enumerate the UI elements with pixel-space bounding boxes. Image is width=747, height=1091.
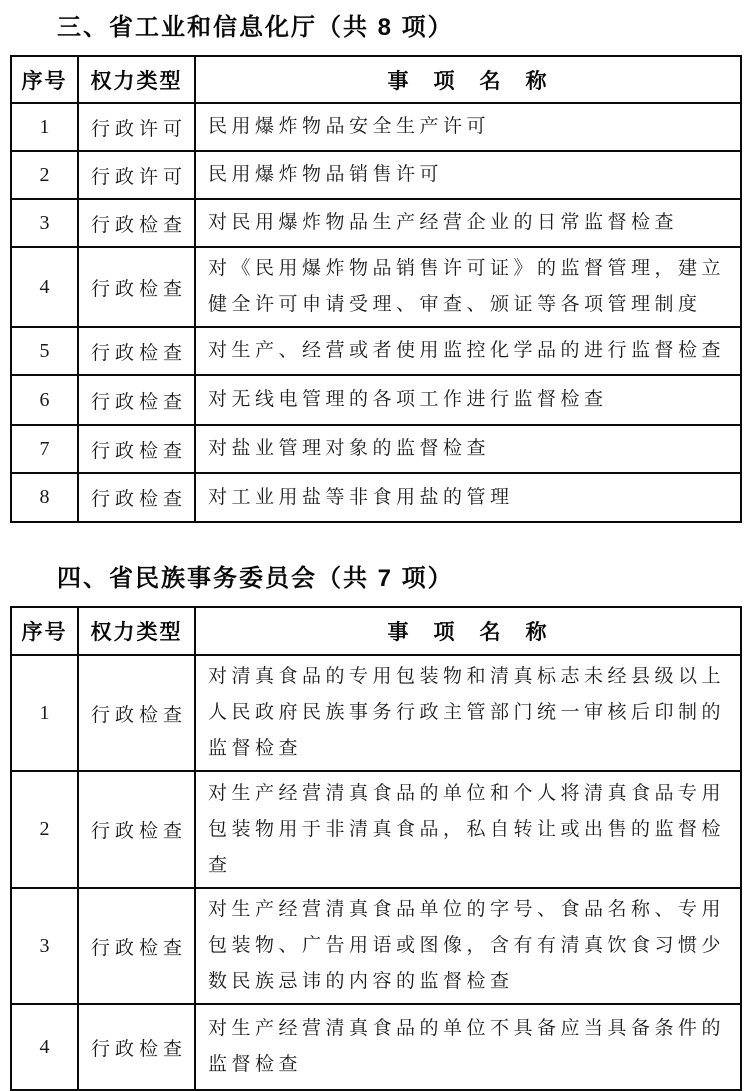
power-type-cell: 行政许可 bbox=[78, 103, 195, 151]
table-row bbox=[11, 888, 741, 1004]
section-ethnic-affairs bbox=[0, 523, 747, 1091]
item-name-cell: 对生产经营清真食品的单位不具备应当具备条件的监督检查 bbox=[195, 1004, 741, 1090]
item-name-cell: 对生产经营清真食品单位的字号、食品名称、专用包装物、广告用语或图像，含有有清真饮食习惯少数民族忌讳的内容的监督检查 bbox=[195, 888, 741, 1004]
item-name-cell: 对无线电管理的各项工作进行监督检查 bbox=[195, 375, 741, 425]
table-row bbox=[11, 151, 741, 199]
table-row bbox=[11, 771, 741, 888]
table-header-row bbox=[11, 56, 741, 103]
section-title: 四、省民族事务委员会（共 7 项） bbox=[57, 565, 454, 592]
item-name-cell: 对工业用盐等非食用盐的管理 bbox=[195, 473, 741, 522]
power-type-cell: 行政检查 bbox=[78, 327, 195, 375]
row-number-cell: 2 bbox=[11, 771, 78, 888]
item-name-cell: 对生产经营清真食品的单位和个人将清真食品专用包装物用于非清真食品，私自转让或出售的监督检查 bbox=[195, 771, 741, 888]
item-name-cell: 民用爆炸物品销售许可 bbox=[195, 151, 741, 199]
table-row bbox=[11, 425, 741, 473]
row-number-cell: 5 bbox=[11, 327, 78, 375]
item-name-cell: 对盐业管理对象的监督检查 bbox=[195, 425, 741, 473]
power-type-cell: 行政检查 bbox=[78, 771, 195, 888]
power-type-cell: 行政检查 bbox=[78, 247, 195, 327]
column-header-item-name: 事 项 名 称 bbox=[195, 56, 741, 103]
power-type-cell: 行政检查 bbox=[78, 375, 195, 425]
table-header-row bbox=[11, 607, 741, 655]
row-number-cell: 1 bbox=[11, 655, 78, 771]
row-number-cell: 3 bbox=[11, 888, 78, 1004]
powers-table-ethnic-affairs bbox=[10, 606, 742, 1091]
power-type-cell: 行政许可 bbox=[78, 151, 195, 199]
power-type-cell: 行政检查 bbox=[78, 425, 195, 473]
column-header-item-name: 事 项 名 称 bbox=[195, 607, 741, 655]
power-type-cell: 行政检查 bbox=[78, 1004, 195, 1090]
item-name-cell: 对清真食品的专用包装物和清真标志未经县级以上人民政府民族事务行政主管部门统一审核后印制的监督检查 bbox=[195, 655, 741, 771]
row-number-cell: 6 bbox=[11, 375, 78, 425]
item-name-cell: 民用爆炸物品安全生产许可 bbox=[195, 103, 741, 151]
table-row bbox=[11, 655, 741, 771]
row-number-cell: 7 bbox=[11, 425, 78, 473]
table-row bbox=[11, 375, 741, 425]
power-type-cell: 行政检查 bbox=[78, 473, 195, 522]
row-number-cell: 3 bbox=[11, 199, 78, 247]
table-row bbox=[11, 473, 741, 522]
power-type-cell: 行政检查 bbox=[78, 655, 195, 771]
section-title: 三、省工业和信息化厅（共 8 项） bbox=[57, 14, 454, 41]
table-row bbox=[11, 1004, 741, 1090]
section-industry-information bbox=[0, 0, 747, 523]
item-name-cell: 对民用爆炸物品生产经营企业的日常监督检查 bbox=[195, 199, 741, 247]
column-header-no: 序号 bbox=[11, 607, 78, 655]
column-header-power-type: 权力类型 bbox=[78, 607, 195, 655]
table-row bbox=[11, 247, 741, 327]
column-header-power-type: 权力类型 bbox=[78, 56, 195, 103]
table-row bbox=[11, 327, 741, 375]
column-header-no: 序号 bbox=[11, 56, 78, 103]
powers-table-industry bbox=[10, 55, 742, 523]
item-name-cell: 对《民用爆炸物品销售许可证》的监督管理，建立健全许可申请受理、审查、颁证等各项管理制度 bbox=[195, 247, 741, 327]
row-number-cell: 1 bbox=[11, 103, 78, 151]
power-type-cell: 行政检查 bbox=[78, 888, 195, 1004]
row-number-cell: 4 bbox=[11, 247, 78, 327]
row-number-cell: 4 bbox=[11, 1004, 78, 1090]
power-type-cell: 行政检查 bbox=[78, 199, 195, 247]
table-row bbox=[11, 199, 741, 247]
row-number-cell: 2 bbox=[11, 151, 78, 199]
table-row bbox=[11, 103, 741, 151]
item-name-cell: 对生产、经营或者使用监控化学品的进行监督检查 bbox=[195, 327, 741, 375]
row-number-cell: 8 bbox=[11, 473, 78, 522]
